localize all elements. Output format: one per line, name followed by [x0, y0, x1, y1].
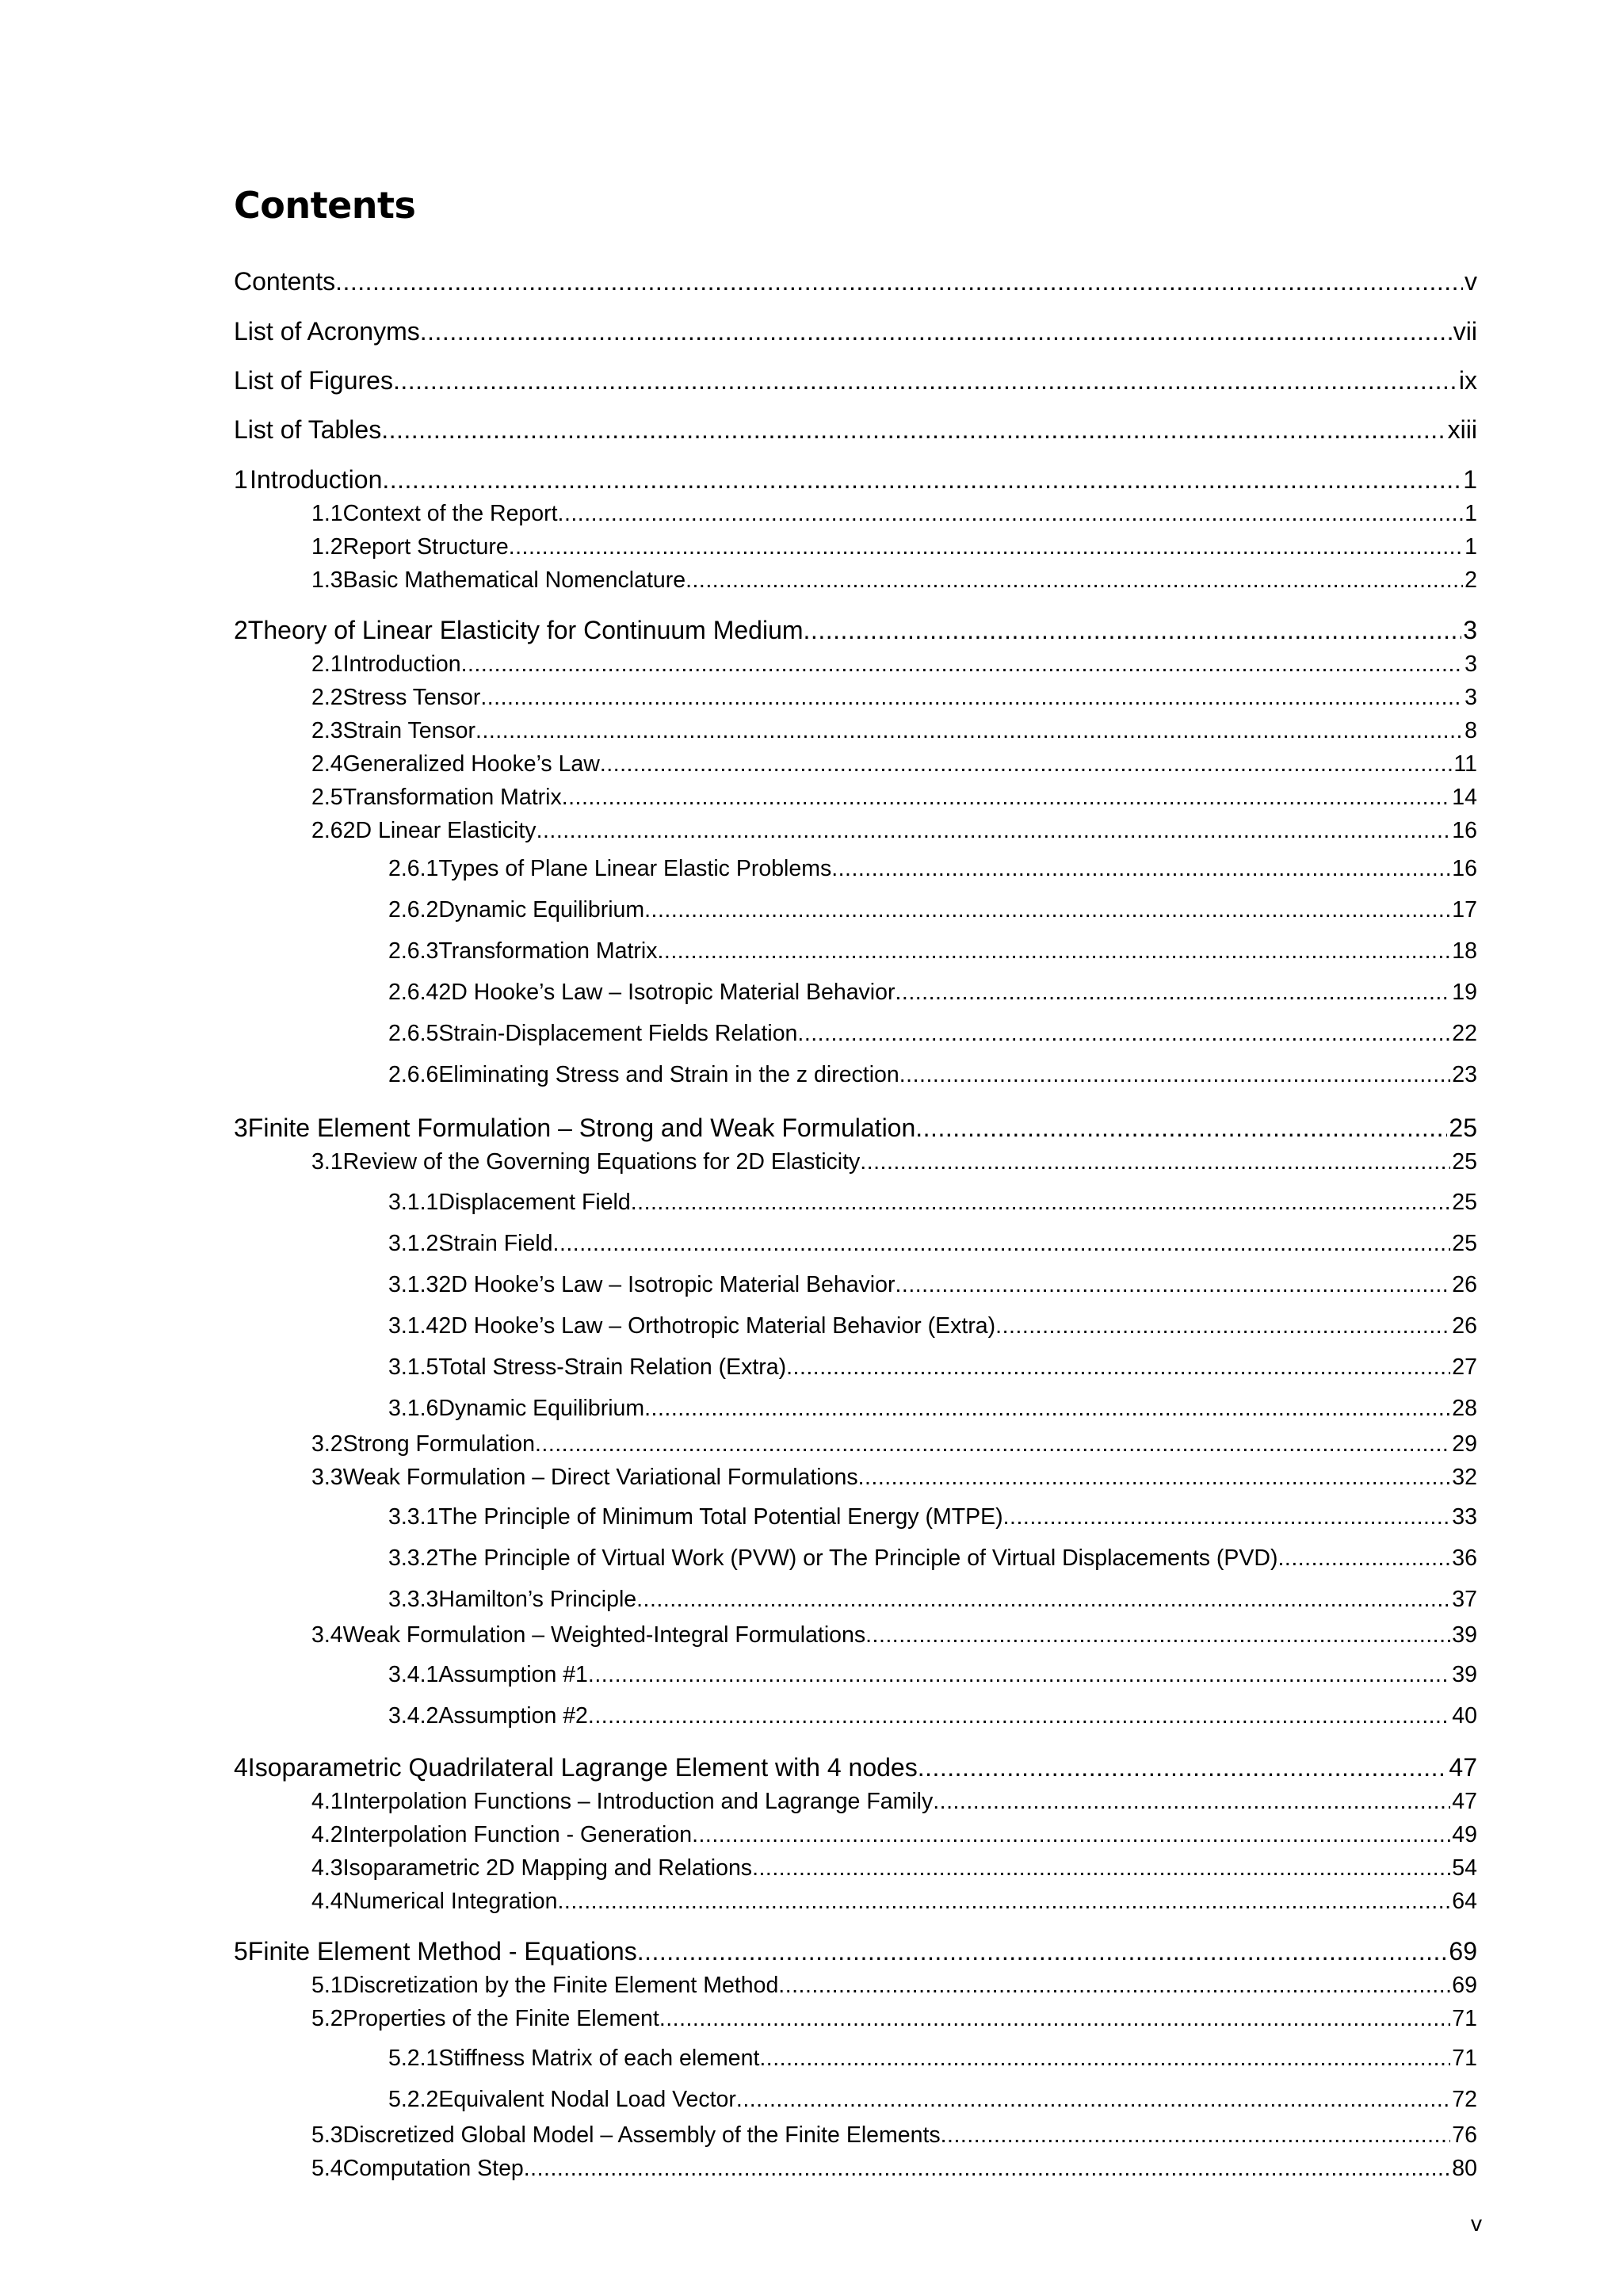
- toc-entry-page: 25: [1452, 1231, 1477, 1256]
- dot-leader: [537, 818, 1451, 844]
- toc-entry-number: 2.4: [311, 751, 343, 777]
- dot-leader: [475, 718, 1463, 744]
- dot-leader: [480, 685, 1463, 711]
- dot-leader: [899, 1062, 1451, 1088]
- dot-leader: [895, 1272, 1450, 1298]
- toc-entry[interactable]: [311, 2006, 1477, 2032]
- toc-entry-page: 47: [1452, 1789, 1477, 1814]
- toc-entry-page: 16: [1452, 818, 1477, 843]
- dot-leader: [393, 366, 1457, 395]
- toc-entry-title: 2D Hooke’s Law – Isotropic Material Behavior: [438, 1272, 896, 1297]
- toc-entry-title: Hamilton’s Principle: [438, 1587, 637, 1612]
- toc-entry-number: 2.5: [311, 785, 343, 810]
- dot-leader: [752, 1855, 1450, 1881]
- page-heading: Contents: [234, 184, 416, 227]
- toc-entry-number: 2.2: [311, 685, 343, 710]
- toc-entry[interactable]: [388, 1272, 1477, 1298]
- toc-entry-title: Transformation Matrix: [438, 938, 658, 964]
- toc-entry-number: 4.4: [311, 1889, 343, 1914]
- toc-entry-page: 54: [1452, 1855, 1477, 1881]
- toc-entry[interactable]: [234, 1937, 1477, 1966]
- toc-entry-number: 1: [234, 465, 248, 494]
- toc-entry-number: 1.1: [311, 501, 343, 526]
- toc-entry-page: ix: [1458, 366, 1477, 395]
- dot-leader: [600, 751, 1453, 777]
- toc-entry-number: 1.2: [311, 534, 343, 560]
- toc-entry-page: 37: [1452, 1587, 1477, 1612]
- toc-entry-page: 8: [1465, 718, 1477, 743]
- toc-entry-number: 3.1.6: [388, 1396, 439, 1421]
- toc-entry-page: 76: [1452, 2122, 1477, 2148]
- toc-entry-title: Equivalent Nodal Load Vector: [438, 2087, 736, 2112]
- toc-entry-page: 26: [1452, 1313, 1477, 1339]
- toc-entry-page: 11: [1453, 751, 1477, 777]
- toc-entry-title: Strong Formulation: [342, 1431, 535, 1457]
- toc-entry-number: 3.2: [311, 1431, 343, 1457]
- toc-entry-number: 4.1: [311, 1789, 343, 1814]
- toc-entry-page: 16: [1452, 856, 1477, 881]
- toc-entry-title: List of Acronyms: [234, 317, 420, 346]
- toc-entry-title: Dynamic Equilibrium: [438, 1396, 645, 1421]
- toc-entry[interactable]: [311, 1855, 1477, 1881]
- toc-entry-number: 3.3: [311, 1465, 343, 1490]
- toc-entry-page: 29: [1452, 1431, 1477, 1457]
- toc-entry-page: 3: [1463, 616, 1477, 644]
- toc-entry[interactable]: [388, 1354, 1477, 1381]
- toc-entry-title: Displacement Field: [438, 1190, 631, 1215]
- dot-leader: [685, 567, 1463, 594]
- toc-entry-number: 5.4: [311, 2156, 343, 2181]
- dot-leader: [1277, 1545, 1450, 1572]
- toc-entry-title: Discretized Global Model – Assembly of the Finite Elements: [342, 2122, 941, 2148]
- toc-entry-page: 17: [1452, 897, 1477, 923]
- dot-leader: [804, 616, 1462, 645]
- dot-leader: [588, 1662, 1450, 1688]
- dot-leader: [558, 501, 1464, 527]
- toc-entry-number: 3.1.1: [388, 1190, 439, 1215]
- toc-entry[interactable]: [388, 1587, 1477, 1613]
- toc-entry-page: 69: [1449, 1937, 1477, 1966]
- toc-entry-page: 1: [1465, 501, 1477, 526]
- toc-entry-title: Strain-Displacement Fields Relation: [438, 1021, 798, 1046]
- toc-entry-title: Interpolation Function - Generation: [342, 1822, 693, 1847]
- toc-entry[interactable]: [388, 897, 1477, 923]
- dot-leader: [736, 2087, 1450, 2113]
- dot-leader: [1003, 1504, 1451, 1530]
- toc-entry-page: 19: [1452, 980, 1477, 1005]
- toc-entry-page: 71: [1452, 2006, 1477, 2031]
- dot-leader: [382, 465, 1461, 495]
- toc-entry-title: Strain Field: [438, 1231, 553, 1256]
- toc-entry-page: 39: [1452, 1622, 1477, 1648]
- toc-entry[interactable]: [388, 938, 1477, 965]
- toc-entry-number: 5.2.2: [388, 2087, 439, 2112]
- dot-leader: [657, 938, 1450, 965]
- toc-entry-page: 23: [1452, 1062, 1477, 1087]
- dot-leader: [335, 267, 1463, 296]
- toc-entry-title: List of Tables: [234, 415, 382, 444]
- toc-entry-number: 2.6.2: [388, 897, 439, 923]
- toc-entry[interactable]: [311, 785, 1477, 811]
- toc-entry-number: 3.1.5: [388, 1354, 439, 1380]
- dot-leader: [636, 1587, 1450, 1613]
- toc-entry-title: Properties of the Finite Element: [342, 2006, 659, 2031]
- toc-entry-number: 2.6.6: [388, 1062, 439, 1087]
- toc-entry-title: Finite Element Formulation – Strong and Weak Formulation: [247, 1114, 916, 1142]
- toc-entry[interactable]: [311, 1789, 1477, 1815]
- toc-entry-title: Finite Element Method - Equations: [247, 1937, 637, 1966]
- toc-entry[interactable]: [311, 685, 1477, 711]
- toc-entry-number: 3.4: [311, 1622, 343, 1648]
- toc-entry-number: 3.4.1: [388, 1662, 439, 1687]
- toc-entry-page: 26: [1452, 1272, 1477, 1297]
- toc-entry-title: Report Structure: [342, 534, 509, 560]
- toc-entry-title: Numerical Integration: [342, 1889, 558, 1914]
- toc-entry-title: Assumption #2: [438, 1703, 588, 1729]
- toc-entry-number: 4.3: [311, 1855, 343, 1881]
- dot-leader: [933, 1789, 1450, 1815]
- toc-entry[interactable]: [311, 2122, 1477, 2149]
- toc-entry-title: Interpolation Functions – Introduction and Lagrange Family: [342, 1789, 934, 1814]
- dot-leader: [535, 1431, 1450, 1457]
- toc-entry-page: 25: [1452, 1149, 1477, 1175]
- toc-entry[interactable]: [311, 1622, 1477, 1648]
- toc-entry-page: 49: [1452, 1822, 1477, 1847]
- toc-entry[interactable]: [388, 1703, 1477, 1729]
- toc-entry[interactable]: [388, 2087, 1477, 2113]
- dot-leader: [553, 1231, 1451, 1257]
- dot-leader: [858, 1465, 1451, 1491]
- toc-entry-number: 4.2: [311, 1822, 343, 1847]
- dot-leader: [995, 1313, 1450, 1339]
- toc-entry-page: 25: [1449, 1114, 1477, 1142]
- toc-entry[interactable]: [234, 317, 1477, 346]
- toc-entry-page: 32: [1452, 1465, 1477, 1490]
- toc-entry-title: The Principle of Minimum Total Potential Energy (MTPE): [438, 1504, 1003, 1530]
- dot-leader: [831, 856, 1450, 882]
- toc-entry[interactable]: [234, 465, 1477, 495]
- dot-leader: [860, 1149, 1450, 1175]
- toc-entry[interactable]: [311, 534, 1477, 560]
- toc-entry-title: Transformation Matrix: [342, 785, 562, 810]
- toc-entry-number: 2.6: [311, 818, 343, 843]
- toc-entry-page: v: [1465, 267, 1477, 296]
- toc-entry-title: Context of the Report: [342, 501, 558, 526]
- toc-entry-page: 80: [1452, 2156, 1477, 2181]
- toc-entry[interactable]: [234, 616, 1477, 645]
- toc-entry-title: Generalized Hooke’s Law: [342, 751, 600, 777]
- toc-entry-title: List of Figures: [234, 366, 393, 395]
- toc-entry[interactable]: [388, 1662, 1477, 1688]
- dot-leader: [941, 2122, 1451, 2149]
- toc-entry[interactable]: [234, 366, 1477, 395]
- toc-entry[interactable]: [311, 2156, 1477, 2182]
- dot-leader: [644, 1396, 1450, 1422]
- toc-entry-title: Stiffness Matrix of each element: [438, 2046, 760, 2071]
- dot-leader: [509, 534, 1463, 560]
- toc-entry-number: 3: [234, 1114, 248, 1142]
- dot-leader: [915, 1114, 1447, 1143]
- toc-entry-number: 2.6.5: [388, 1021, 439, 1046]
- toc-entry-title: Strain Tensor: [342, 718, 476, 743]
- toc-entry-number: 2.1: [311, 651, 343, 677]
- toc-entry[interactable]: [388, 856, 1477, 882]
- dot-leader: [918, 1753, 1448, 1782]
- toc-entry-page: 69: [1452, 1973, 1477, 1998]
- toc-entry[interactable]: [234, 1753, 1477, 1782]
- toc-entry[interactable]: [388, 1231, 1477, 1257]
- toc-entry-number: 5: [234, 1937, 248, 1966]
- toc-entry[interactable]: [388, 1190, 1477, 1216]
- dot-leader: [637, 1937, 1448, 1966]
- toc-entry-page: 3: [1465, 651, 1477, 677]
- toc-entry-number: 3.1.4: [388, 1313, 439, 1339]
- dot-leader: [588, 1703, 1450, 1729]
- toc-entry[interactable]: [311, 1973, 1477, 1999]
- toc-entry-title: Types of Plane Linear Elastic Problems: [438, 856, 832, 881]
- dot-leader: [786, 1354, 1450, 1381]
- dot-leader: [644, 897, 1450, 923]
- dot-leader: [759, 2046, 1450, 2072]
- toc-entry-page: 40: [1452, 1703, 1477, 1729]
- toc-entry-title: Introduction: [342, 651, 461, 677]
- toc-entry-page: 18: [1452, 938, 1477, 964]
- toc-entry-title: Eliminating Stress and Strain in the z direction: [438, 1062, 899, 1087]
- toc-entry[interactable]: [388, 2046, 1477, 2072]
- toc-entry[interactable]: [388, 1396, 1477, 1422]
- toc-entry-number: 4: [234, 1753, 248, 1782]
- toc-entry-page: 27: [1452, 1354, 1477, 1380]
- page-number: v: [1471, 2211, 1482, 2236]
- toc-entry[interactable]: [388, 1313, 1477, 1339]
- toc-entry-title: Weak Formulation – Weighted-Integral Formulations: [342, 1622, 866, 1648]
- toc-entry-title: Review of the Governing Equations for 2D Elasticity: [342, 1149, 861, 1175]
- toc-entry-title: Theory of Linear Elasticity for Continuum Medium: [247, 616, 804, 644]
- toc-entry[interactable]: [388, 980, 1477, 1006]
- toc-entry[interactable]: [388, 1021, 1477, 1047]
- toc-entry-title: 2D Linear Elasticity: [342, 818, 537, 843]
- toc-entry[interactable]: [311, 651, 1477, 678]
- dot-leader: [659, 2006, 1450, 2032]
- toc-entry-page: 36: [1452, 1545, 1477, 1571]
- toc-entry-number: 3.3.3: [388, 1587, 439, 1612]
- toc-entry-page: 28: [1452, 1396, 1477, 1421]
- toc-entry[interactable]: [311, 1431, 1477, 1457]
- toc-entry-page: 22: [1452, 1021, 1477, 1046]
- dot-leader: [420, 317, 1452, 346]
- toc-entry-page: 47: [1449, 1753, 1477, 1782]
- dot-leader: [865, 1622, 1450, 1648]
- toc-entry-title: Isoparametric Quadrilateral Lagrange Element with 4 nodes: [247, 1753, 918, 1782]
- toc-entry-number: 3.3.1: [388, 1504, 439, 1530]
- toc-entry-number: 3.3.2: [388, 1545, 439, 1571]
- toc-entry-page: 1: [1463, 465, 1477, 494]
- toc-entry-number: 2: [234, 616, 248, 644]
- toc-entry-number: 2.6.4: [388, 980, 439, 1005]
- toc-entry-title: The Principle of Virtual Work (PVW) or The Principle of Virtual Displacements (PVD): [438, 1545, 1278, 1571]
- dot-leader: [778, 1973, 1450, 1999]
- toc-entry-number: 5.3: [311, 2122, 343, 2148]
- dot-leader: [461, 651, 1464, 678]
- toc-entry[interactable]: [388, 1545, 1477, 1572]
- toc-entry-page: 64: [1452, 1889, 1477, 1914]
- toc-entry-number: 2.6.3: [388, 938, 439, 964]
- toc-entry-number: 1.3: [311, 567, 343, 593]
- toc-entry-page: vii: [1453, 317, 1477, 346]
- toc-entry[interactable]: [388, 1062, 1477, 1088]
- toc-entry[interactable]: [311, 1465, 1477, 1491]
- toc-entry-title: Introduction: [250, 465, 383, 494]
- toc-entry-page: 14: [1452, 785, 1477, 810]
- dot-leader: [692, 1822, 1450, 1848]
- toc-entry[interactable]: [388, 1504, 1477, 1530]
- toc-entry-page: 25: [1452, 1190, 1477, 1215]
- dot-leader: [558, 1889, 1451, 1915]
- toc-entry-title: Assumption #1: [438, 1662, 588, 1687]
- toc-entry-page: xiii: [1447, 415, 1477, 444]
- toc-entry-number: 2.3: [311, 718, 343, 743]
- dot-leader: [631, 1190, 1451, 1216]
- toc-entry-title: Stress Tensor: [342, 685, 481, 710]
- toc-entry[interactable]: [311, 501, 1477, 527]
- toc-entry[interactable]: [311, 751, 1477, 777]
- toc-entry-page: 71: [1452, 2046, 1477, 2071]
- toc-entry-title: 2D Hooke’s Law – Isotropic Material Behavior: [438, 980, 896, 1005]
- toc-entry-page: 2: [1465, 567, 1477, 593]
- toc-entry-number: 3.1.3: [388, 1272, 439, 1297]
- toc-entry-title: 2D Hooke’s Law – Orthotropic Material Behavior (Extra): [438, 1313, 996, 1339]
- toc-entry[interactable]: [311, 1149, 1477, 1175]
- toc-entry[interactable]: [311, 1889, 1477, 1915]
- toc-entry-number: 5.1: [311, 1973, 343, 1998]
- toc-entry[interactable]: [234, 1114, 1477, 1143]
- toc-entry-title: Total Stress-Strain Relation (Extra): [438, 1354, 787, 1380]
- toc-entry-title: Contents: [234, 267, 336, 296]
- toc-entry-page: 39: [1452, 1662, 1477, 1687]
- toc-entry-title: Weak Formulation – Direct Variational Formulations: [342, 1465, 858, 1490]
- toc-entry-title: Discretization by the Finite Element Method: [342, 1973, 779, 1998]
- dot-leader: [797, 1021, 1450, 1047]
- toc-entry-title: Basic Mathematical Nomenclature: [342, 567, 686, 593]
- toc-entry[interactable]: [311, 567, 1477, 594]
- dot-leader: [524, 2156, 1451, 2182]
- dot-leader: [562, 785, 1451, 811]
- toc-entry-number: 3.1: [311, 1149, 343, 1175]
- toc-entry[interactable]: [311, 718, 1477, 744]
- toc-entry-number: 3.4.2: [388, 1703, 439, 1729]
- toc-entry[interactable]: [311, 818, 1477, 844]
- toc-entry-title: Dynamic Equilibrium: [438, 897, 645, 923]
- toc-entry-page: 72: [1452, 2087, 1477, 2112]
- toc-entry-number: 5.2.1: [388, 2046, 439, 2071]
- toc-entry-title: Computation Step: [342, 2156, 524, 2181]
- toc-entry-title: Isoparametric 2D Mapping and Relations: [342, 1855, 753, 1881]
- dot-leader: [895, 980, 1450, 1006]
- toc-entry-number: 2.6.1: [388, 856, 439, 881]
- toc-entry-page: 3: [1465, 685, 1477, 710]
- toc-entry-number: 5.2: [311, 2006, 343, 2031]
- toc-entry-page: 1: [1465, 534, 1477, 560]
- toc-entry-number: 3.1.2: [388, 1231, 439, 1256]
- dot-leader: [381, 415, 1445, 445]
- toc-entry[interactable]: [234, 267, 1477, 296]
- toc-entry-page: 33: [1452, 1504, 1477, 1530]
- toc-entry[interactable]: [311, 1822, 1477, 1848]
- toc-entry[interactable]: [234, 415, 1477, 445]
